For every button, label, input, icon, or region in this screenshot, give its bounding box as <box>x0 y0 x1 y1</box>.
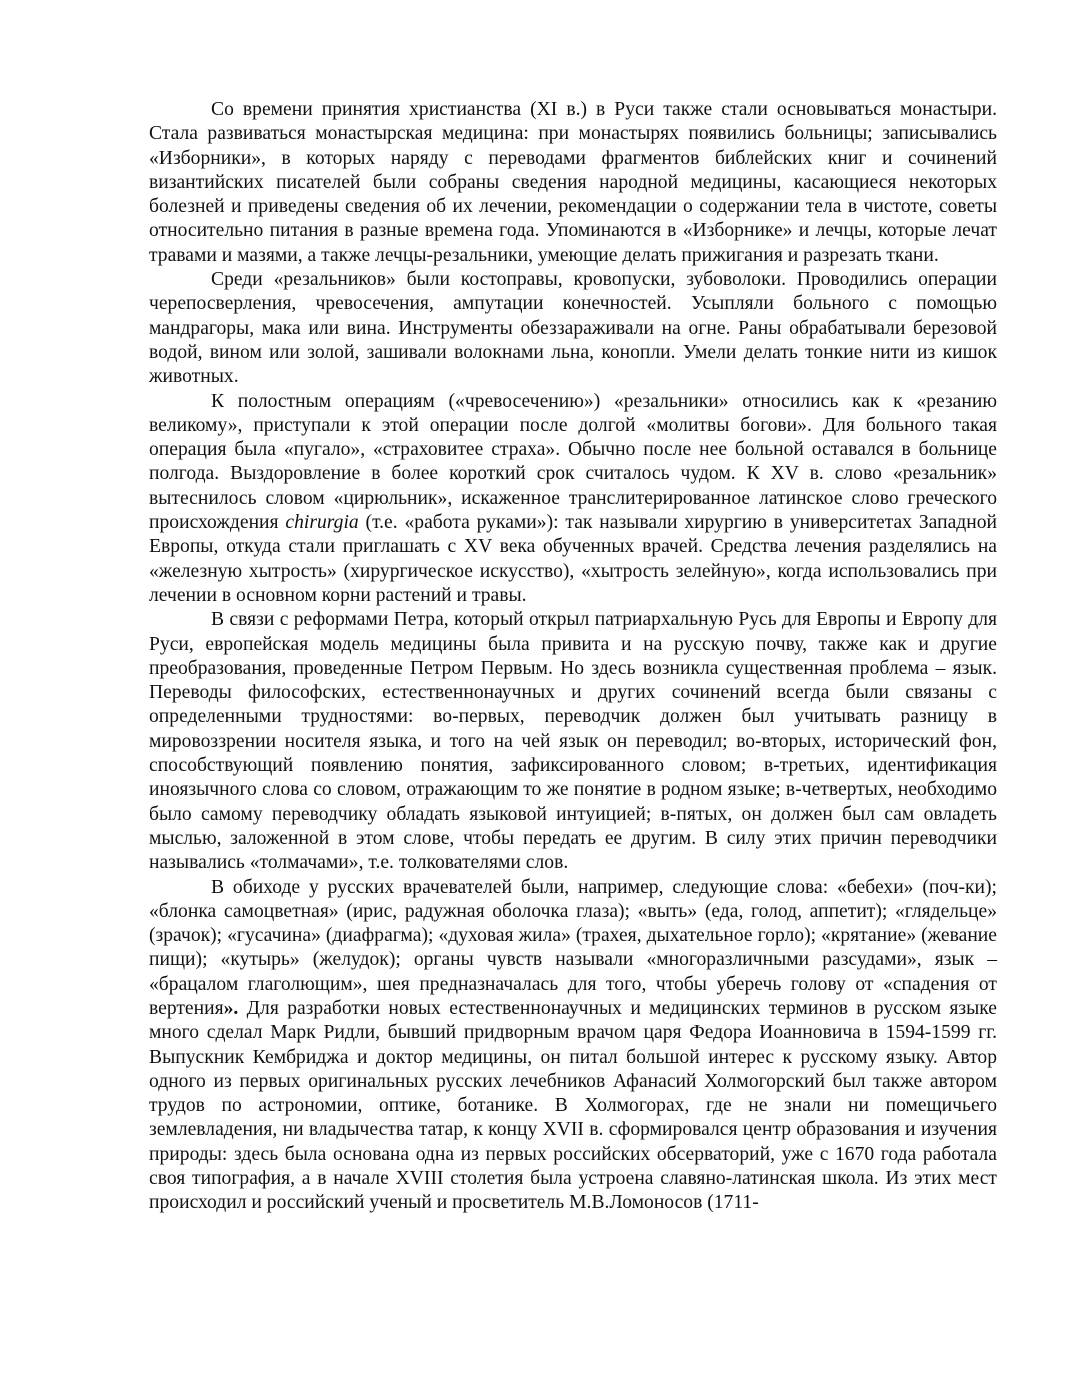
document-page <box>149 98 997 1216</box>
paragraph-cavity-operations <box>149 390 997 609</box>
latin-term: chirurgia <box>285 512 359 534</box>
paragraph-text-start: К полостным операциям («чревосечению») «резальники» относились как к «резанию великому», приступали к этой операции после долгой «молитвы богови». Для больного такая операция была «пугало», «страховитее страха». Обычно после нее больной оставался в больнице полгода. Выздоровление в более короткий срок считалось чудом. К XV в. слово «резальник» вытеснилось словом «цирюльник», искаженное транслитерированное латинское слово греческого происхождения <box>149 390 997 534</box>
bold-punctuation: ». <box>223 997 239 1019</box>
paragraph-text-start: В обиходе у русских врачевателей были, например, следующие слова: «бебехи» (поч-ки); «блонка самоцветная» (ирис, радужная оболочка глаза); «выть» (еда, голод, аппетит); «глядельце» (зрачок); «гусачина» (диафрагма); «духовая жила» (трахея, дыхательное горло); «крятание» (жевание пищи); «кутырь» (желудок); органы чувств называли «многоразличными разсудами», язык – «брацалом глаголющим», шея предназначалась для того, чтобы уберечь голову от «спадения от вертения <box>149 876 997 1019</box>
paragraph-text-end: Для разработки новых естественнонаучных и медицинских терминов в русском языке много сделал Марк Ридли, бывший придворным врачом царя Федора Иоанновича в 1594-1599 гг. Выпускник Кембриджа и доктор медицины, он питал большой интерес к русскому языку. Автор одного из первых оригинальных русских лечебников Афанасий Холмогорский был также автором трудов по астрономии, оптике, ботанике. В Холмогорах, где не знали ни помещичьего землевладения, ни владычества татар, к концу XVII в. сформировался центр образования и изучения природы: здесь была основана одна из первых российских обсерваторий, уже с 1670 года работала своя типография, а в начале XVIII столетия была устроена славяно-латинская школа. Из этих мест происходил и российский ученый и просветитель М.В.Ломоносов (1711- <box>149 997 997 1214</box>
paragraph-terminology <box>149 876 997 1216</box>
paragraph-text-end: (т.е. «работа руками»): так называли хирургию в университетах Западной Европы, откуда стали приглашать с XV века обученных врачей. Средства лечения разделялись на «железную хытрость» (хирургическое искусство), «хытрость зелейную», когда использовались при лечении в основном корни растений и травы. <box>149 512 998 606</box>
paragraph-peter-reforms: В связи с реформами Петра, который открыл патриархальную Русь для Европы и Европу для Руси, европейская модель медицины была привита и на русскую почву, также как и другие преобразования, проведенные Петром Первым. Но здесь возникла существенная проблема – язык. Переводы философских, естественнонаучных и других сочинений всегда были связаны с определенными трудностями: во-первых, переводчик должен был учитывать разницу в мировоззрении носителя языка, и того на чей язык он переводил; во-вторых, исторический фон, способствующий появлению понятия, зафиксированного словом; в-третьих, идентификация иноязычного слова со словом, отражающим то же понятие в родном языке; в-четвертых, необходимо было самому переводчику обладать языковой интуицией; в-пятых, он должен был сам овладеть мыслью, заложенной в этом слове, чтобы передать ее другим. В силу этих причин переводчики назывались «толмачами», т.е. толкователями слов. <box>149 609 997 874</box>
paragraph-monasteries: Со времени принятия христианства (XI в.) в Руси также стали основываться монастыри. Стала развиваться монастырская медицина: при монастырях появились больницы; записывались «Изборники», в которых наряду с переводами фрагментов библейских книг и сочинений византийских писателей были собраны сведения народной медицины, касающиеся некоторых болезней и приведены сведения об их лечении, рекомендации о содержании тела в чистоте, советы относительно питания в разные времена года. Упоминаются в «Изборнике» и лечцы, которые лечат травами и мазями, а также лечцы-резальники, умеющие делать прижигания и разрезать ткани. <box>149 99 997 266</box>
paragraph-rezalniki: Среди «резальников» были костоправы, кровопуски, зубоволоки. Проводились операции черепосверления, чревосечения, ампутации конечностей. Усыпляли больного с помощью мандрагоры, мака или вина. Инструменты обеззараживали на огне. Раны обрабатывали березовой водой, вином или золой, зашивали волокнами льна, конопли. Умели делать тонкие нити из кишок животных. <box>149 269 997 388</box>
